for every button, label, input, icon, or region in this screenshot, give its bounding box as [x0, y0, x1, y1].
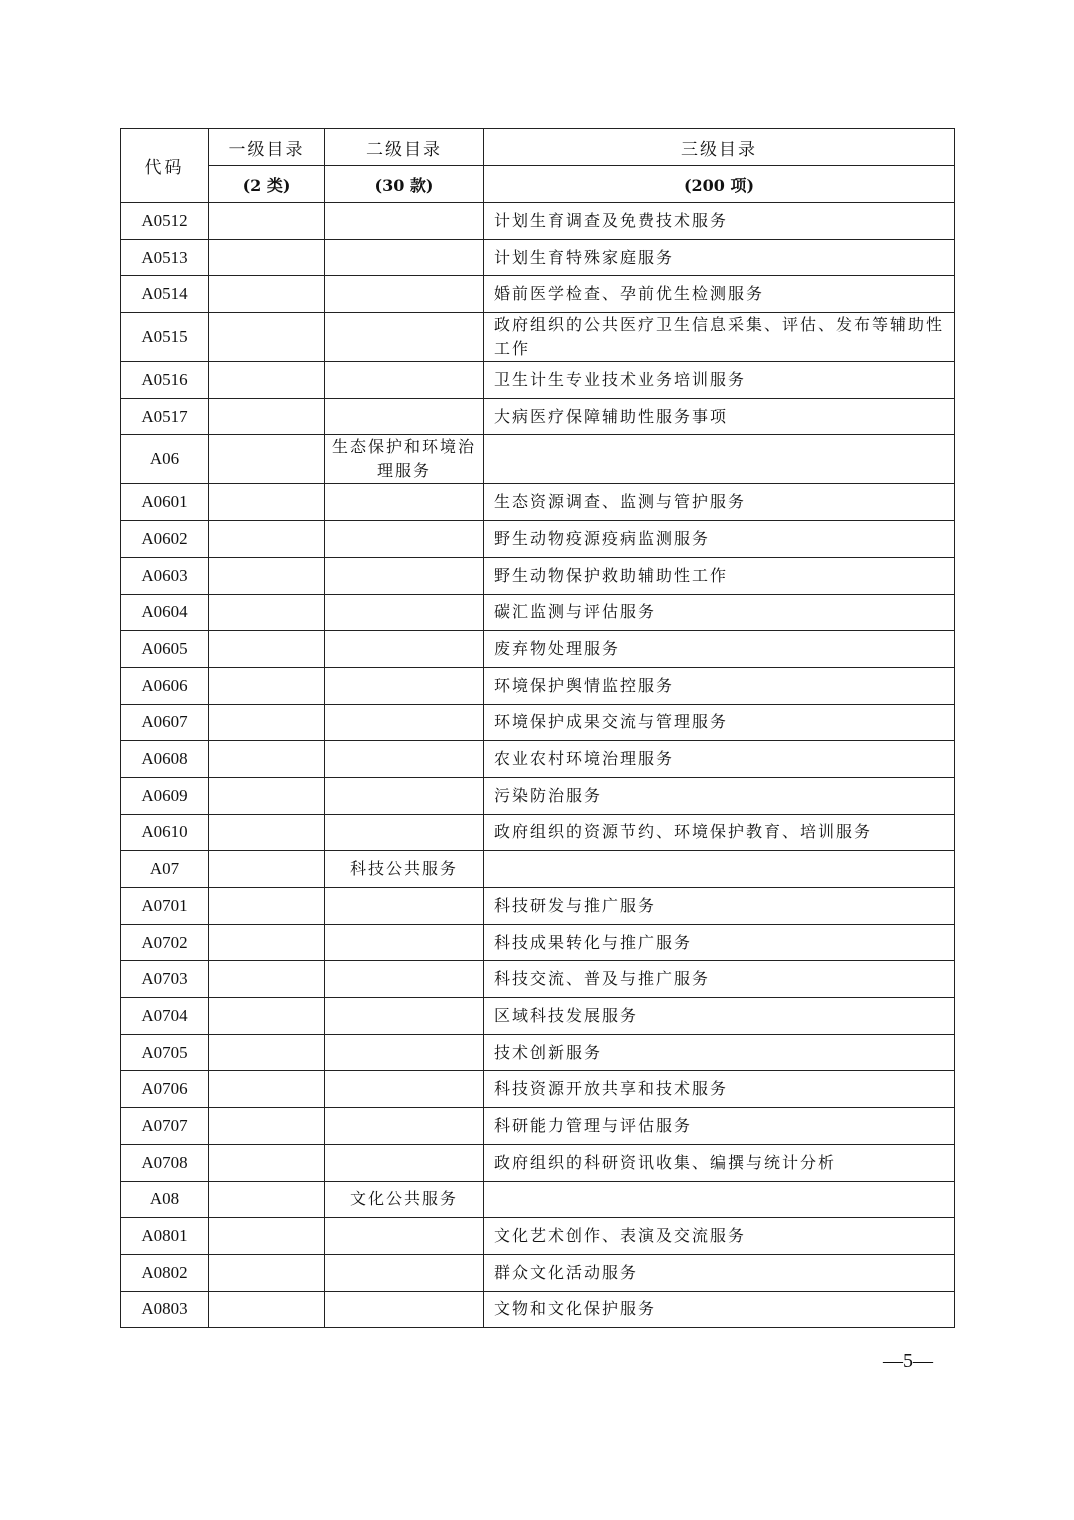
level3-cell: 计划生育特殊家庭服务	[484, 239, 955, 276]
level3-cell	[484, 851, 955, 888]
table-row	[121, 961, 955, 998]
level3-cell: 农业农村环境治理服务	[484, 741, 955, 778]
header-level1-count: (2 类)	[209, 166, 325, 203]
level3-cell: 环境保护成果交流与管理服务	[484, 704, 955, 741]
level3-cell: 科技资源开放共享和技术服务	[484, 1071, 955, 1108]
level2-cell	[325, 484, 484, 521]
table-row	[121, 851, 955, 888]
table-row	[121, 1034, 955, 1071]
table-row	[121, 998, 955, 1035]
level3-cell: 群众文化活动服务	[484, 1254, 955, 1291]
level3-cell: 卫生计生专业技术业务培训服务	[484, 362, 955, 399]
level1-cell	[209, 1071, 325, 1108]
level1-cell	[209, 998, 325, 1035]
table-row	[121, 435, 955, 484]
code-cell: A0802	[121, 1254, 209, 1291]
code-cell: A0607	[121, 704, 209, 741]
level2-cell	[325, 777, 484, 814]
level1-cell	[209, 704, 325, 741]
code-cell: A0517	[121, 398, 209, 435]
code-cell: A0705	[121, 1034, 209, 1071]
table-row	[121, 239, 955, 276]
level3-cell: 废弃物处理服务	[484, 631, 955, 668]
code-cell: A0703	[121, 961, 209, 998]
level3-cell: 科研能力管理与评估服务	[484, 1108, 955, 1145]
table-row	[121, 521, 955, 558]
level2-cell	[325, 741, 484, 778]
table-row	[121, 631, 955, 668]
level2-cell: 文化公共服务	[325, 1181, 484, 1218]
code-cell: A08	[121, 1181, 209, 1218]
header-row	[121, 129, 955, 166]
code-cell: A0702	[121, 924, 209, 961]
table-row	[121, 777, 955, 814]
table-row	[121, 1291, 955, 1328]
level1-cell	[209, 1108, 325, 1145]
level1-cell	[209, 203, 325, 240]
code-cell: A0701	[121, 888, 209, 925]
level1-cell	[209, 631, 325, 668]
level3-cell: 技术创新服务	[484, 1034, 955, 1071]
level3-cell	[484, 1181, 955, 1218]
code-cell: A0803	[121, 1291, 209, 1328]
level1-cell	[209, 1291, 325, 1328]
level3-cell: 文化艺术创作、表演及交流服务	[484, 1218, 955, 1255]
header-level2-count: (30 款)	[325, 166, 484, 203]
level3-cell: 婚前医学检查、孕前优生检测服务	[484, 276, 955, 313]
level2-cell	[325, 704, 484, 741]
level2-cell: 科技公共服务	[325, 851, 484, 888]
level2-cell	[325, 594, 484, 631]
table-row	[121, 1071, 955, 1108]
code-cell: A0708	[121, 1144, 209, 1181]
level2-cell	[325, 1108, 484, 1145]
level2-cell	[325, 1218, 484, 1255]
table-row	[121, 814, 955, 851]
level3-cell: 计划生育调查及免费技术服务	[484, 203, 955, 240]
level2-cell	[325, 998, 484, 1035]
level1-cell	[209, 961, 325, 998]
level2-cell	[325, 1144, 484, 1181]
catalog-table	[120, 128, 955, 1328]
level3-cell: 野生动物疫源疫病监测服务	[484, 521, 955, 558]
page-number: —5—	[883, 1350, 933, 1372]
level1-cell	[209, 667, 325, 704]
table-row	[121, 1181, 955, 1218]
level1-cell	[209, 741, 325, 778]
level1-cell	[209, 557, 325, 594]
level2-cell	[325, 631, 484, 668]
level2-cell	[325, 276, 484, 313]
level1-cell	[209, 1254, 325, 1291]
code-cell: A0515	[121, 313, 209, 362]
level2-cell	[325, 1291, 484, 1328]
header-count-row	[121, 166, 955, 203]
code-cell: A0610	[121, 814, 209, 851]
level1-cell	[209, 484, 325, 521]
level2-cell	[325, 924, 484, 961]
table-row	[121, 1218, 955, 1255]
table-row	[121, 924, 955, 961]
level3-cell: 文物和文化保护服务	[484, 1291, 955, 1328]
level3-cell: 科技研发与推广服务	[484, 888, 955, 925]
table-row	[121, 362, 955, 399]
table-row	[121, 888, 955, 925]
header-level2: 二级目录	[325, 129, 484, 166]
level3-cell	[484, 435, 955, 484]
code-cell: A0801	[121, 1218, 209, 1255]
code-cell: A0606	[121, 667, 209, 704]
header-level3-count: (200 项)	[484, 166, 955, 203]
level3-cell: 碳汇监测与评估服务	[484, 594, 955, 631]
level2-cell	[325, 557, 484, 594]
table-row	[121, 398, 955, 435]
level1-cell	[209, 851, 325, 888]
level2-cell	[325, 521, 484, 558]
level3-cell: 污染防治服务	[484, 777, 955, 814]
table-row	[121, 484, 955, 521]
table-row	[121, 594, 955, 631]
table-row	[121, 203, 955, 240]
table-body	[121, 203, 955, 1328]
level1-cell	[209, 239, 325, 276]
level3-cell: 政府组织的资源节约、环境保护教育、培训服务	[484, 814, 955, 851]
code-cell: A0605	[121, 631, 209, 668]
level2-cell: 生态保护和环境治理服务	[325, 435, 484, 484]
level1-cell	[209, 777, 325, 814]
level3-cell: 政府组织的科研资讯收集、编撰与统计分析	[484, 1144, 955, 1181]
code-cell: A0602	[121, 521, 209, 558]
code-cell: A0609	[121, 777, 209, 814]
code-cell: A07	[121, 851, 209, 888]
table-row	[121, 704, 955, 741]
level3-cell: 科技成果转化与推广服务	[484, 924, 955, 961]
level1-cell	[209, 276, 325, 313]
level3-cell: 生态资源调查、监测与管护服务	[484, 484, 955, 521]
code-cell: A0604	[121, 594, 209, 631]
code-cell: A0608	[121, 741, 209, 778]
level1-cell	[209, 313, 325, 362]
level2-cell	[325, 203, 484, 240]
level2-cell	[325, 239, 484, 276]
level3-cell: 区域科技发展服务	[484, 998, 955, 1035]
code-cell: A0601	[121, 484, 209, 521]
code-cell: A0513	[121, 239, 209, 276]
level2-cell	[325, 667, 484, 704]
level3-cell: 大病医疗保障辅助性服务事项	[484, 398, 955, 435]
level1-cell	[209, 594, 325, 631]
header-code: 代码	[121, 129, 209, 203]
level1-cell	[209, 1218, 325, 1255]
level2-cell	[325, 814, 484, 851]
code-cell: A0512	[121, 203, 209, 240]
level3-cell: 政府组织的公共医疗卫生信息采集、评估、发布等辅助性工作	[484, 313, 955, 362]
level1-cell	[209, 924, 325, 961]
code-cell: A0704	[121, 998, 209, 1035]
level1-cell	[209, 814, 325, 851]
level2-cell	[325, 398, 484, 435]
level1-cell	[209, 521, 325, 558]
code-cell: A0706	[121, 1071, 209, 1108]
level2-cell	[325, 1254, 484, 1291]
table-row	[121, 557, 955, 594]
level1-cell	[209, 398, 325, 435]
code-cell: A0603	[121, 557, 209, 594]
level1-cell	[209, 435, 325, 484]
code-cell: A0516	[121, 362, 209, 399]
level2-cell	[325, 362, 484, 399]
table-row	[121, 1108, 955, 1145]
table-row	[121, 1254, 955, 1291]
table-row	[121, 313, 955, 362]
table-row	[121, 741, 955, 778]
code-cell: A0707	[121, 1108, 209, 1145]
level3-cell: 野生动物保护救助辅助性工作	[484, 557, 955, 594]
code-cell: A06	[121, 435, 209, 484]
table-row	[121, 276, 955, 313]
header-level1: 一级目录	[209, 129, 325, 166]
level3-cell: 环境保护舆情监控服务	[484, 667, 955, 704]
level1-cell	[209, 1181, 325, 1218]
level1-cell	[209, 1144, 325, 1181]
level3-cell: 科技交流、普及与推广服务	[484, 961, 955, 998]
level2-cell	[325, 888, 484, 925]
level2-cell	[325, 961, 484, 998]
code-cell: A0514	[121, 276, 209, 313]
level2-cell	[325, 1071, 484, 1108]
table-header	[121, 129, 955, 203]
level1-cell	[209, 1034, 325, 1071]
header-level3: 三级目录	[484, 129, 955, 166]
level2-cell	[325, 1034, 484, 1071]
table-row	[121, 1144, 955, 1181]
level1-cell	[209, 888, 325, 925]
table-row	[121, 667, 955, 704]
level1-cell	[209, 362, 325, 399]
level2-cell	[325, 313, 484, 362]
